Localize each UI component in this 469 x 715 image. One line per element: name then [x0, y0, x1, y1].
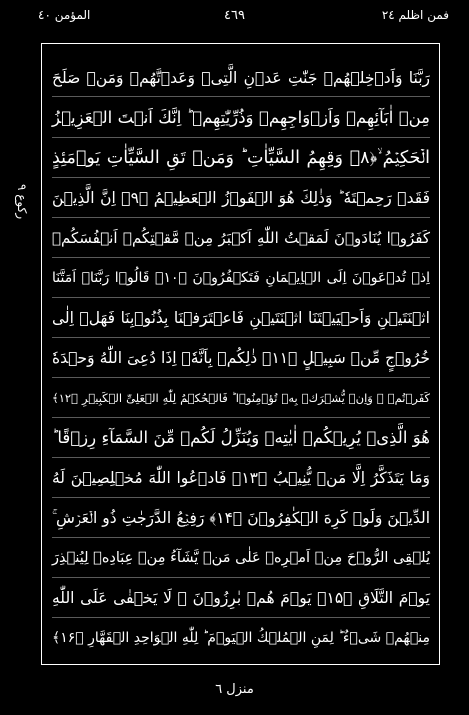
line-separator — [52, 257, 430, 258]
verse-line-3: الۡحَكِیۡمُ ۙ﴿۸﴾ وَقِهِمُ السَّیِّاٰتِ ؕ وَمَنۡ تَقِ السَّیِّاٰتِ یَوۡمَئِذٍ — [52, 148, 430, 168]
verse-line-14: یَوۡمَ التَّلَاقِ ﴿۱۵﴾ یَوۡمَ هُمۡ بٰرِزُوۡنَ ۚ لَا یَخۡفٰی عَلَی اللّٰهِ — [52, 589, 430, 607]
verse-line-9: كَفَرۡتُمۡ ۚ وَاِنۡ یُّشۡرَكۡ بِهٖ تُؤۡمِنُوۡا ؕ فَالۡحُكۡمُ لِلّٰهِ الۡعَلِیِّ الۡكَبِیۡرِ ﴿۱۲﴾ — [52, 391, 430, 405]
line-separator — [52, 617, 430, 618]
line-separator — [52, 96, 430, 97]
verse-line-15: مِنۡهُمۡ شَیۡءٌ ؕ لِمَنِ الۡمُلۡكُ الۡیَوۡمَ ؕ لِلّٰهِ الۡوَاحِدِ الۡقَهَّارِ ﴿۱۶﴾ — [52, 630, 430, 646]
line-separator — [52, 217, 430, 218]
surah-name-header: المؤمن ٤٠ — [38, 8, 91, 22]
line-separator — [52, 497, 430, 498]
juz-name-header: فمن اظلم ٢٤ — [381, 8, 449, 22]
verse-line-5: كَفَرُوۡا یُنَادَوۡنَ لَمَقۡتُ اللّٰهِ اَكۡبَرُ مِنۡ مَّقۡتِكُمۡ اَنۡفُسَكُمۡ — [52, 229, 430, 247]
page-number: ٤٦٩ — [224, 8, 245, 23]
verse-line-13: یُلۡقِی الرُّوۡحَ مِنۡ اَمۡرِهٖ عَلٰی مَنۡ یَّشَآءُ مِنۡ عِبَادِهٖ لِیُنۡذِرَ — [52, 550, 430, 566]
line-separator — [52, 417, 430, 418]
verse-line-7: اثۡنَتَیۡنِ وَاَحۡیَیۡتَنَا اثۡنَتَیۡنِ فَاعۡتَرَفۡنَا بِذُنُوۡبِنَا فَهَلۡ اِلٰی — [52, 309, 430, 327]
line-separator — [52, 377, 430, 378]
verse-line-1: رَبَّنَا وَاَدۡخِلۡهُمۡ جَنّٰتِ عَدۡنِ الَّتِیۡ وَعَدۡتَّهُمۡ وَمَنۡ صَلَحَ — [52, 69, 430, 87]
line-separator — [52, 537, 430, 538]
line-separator — [52, 457, 430, 458]
ruku-marker: رکوع ٩ — [15, 184, 29, 220]
verse-line-6: اِذۡ تُدۡعَوۡنَ اِلَی الۡاِیۡمَانِ فَتَكۡفُرُوۡنَ ﴿۱۰﴾ قَالُوۡا رَبَّنَاۤ اَمَتَّنَا — [52, 270, 431, 286]
line-separator — [52, 177, 430, 178]
line-separator — [52, 137, 430, 138]
verse-line-11: وَمَا یَتَذَكَّرُ اِلَّا مَنۡ یُّنِیۡبُ ﴿۱۳﴾ فَادۡعُوا اللّٰهَ مُخۡلِصِیۡنَ لَهُ — [52, 469, 430, 487]
line-separator — [52, 337, 430, 338]
line-separator — [52, 577, 430, 578]
verse-line-4: فَقَدۡ رَحِمۡتَهٗ ؕ وَذٰلِكَ هُوَ الۡفَوۡزُ الۡعَظِیۡمُ ﴿۹﴾ اِنَّ الَّذِیۡنَ — [52, 189, 430, 207]
verse-line-2: مِنۡ اٰبَآئِهِمۡ وَاَزۡوَاجِهِمۡ وَذُرِّیّٰتِهِمۡ ؕ اِنَّكَ اَنۡتَ الۡعَزِیۡزُ — [52, 108, 430, 127]
verse-line-8: خُرُوۡجٍ مِّنۡ سَبِیۡلٍ ﴿۱۱﴾ ذٰلِكُمۡ بِاَنَّهٗۤ اِذَا دُعِیَ اللّٰهُ وَحۡدَهٗ — [52, 349, 430, 367]
manzil-footer: منزل ٦ — [215, 682, 254, 697]
line-separator — [52, 297, 430, 298]
verse-line-10: هُوَ الَّذِیۡ یُرِیۡكُمۡ اٰیٰتِهٖ وَیُنَزِّلُ لَكُمۡ مِّنَ السَّمَآءِ رِزۡقًا ؕ — [52, 428, 430, 447]
verse-line-12: الدِّیۡنَ وَلَوۡ كَرِهَ الۡكٰفِرُوۡنَ ﴿۱۴﴾ رَفِیۡعُ الدَّرَجٰتِ ذُو الۡعَرۡشِ ۚ — [52, 509, 430, 527]
